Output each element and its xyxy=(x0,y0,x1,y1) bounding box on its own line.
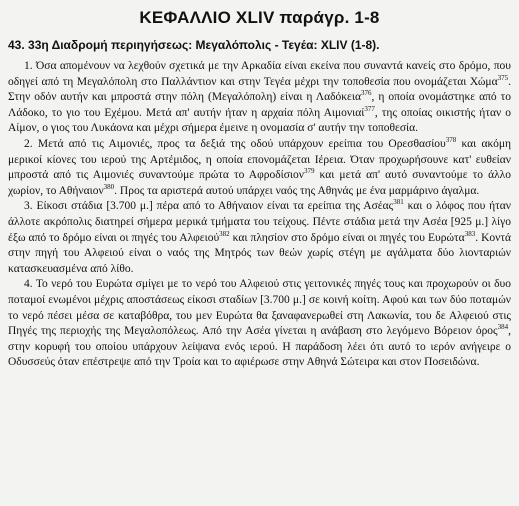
paragraph-text: Όσα απομένουν να λεχθούν σχετικά με την Αρκαδία είναι εκείνα που συναντά κανείς στο δρόμο, που οδηγεί από τη Μεγαλόπολη στο Παλλάντιον και στην Τεγέα μέχρι την τοποθεσία που ονομάζεται Χώμα xyxy=(8,60,512,88)
paragraph-3 xyxy=(8,199,511,277)
paragraph-number: 1. xyxy=(24,60,36,72)
paragraph-text: . Κοντά στην πηγή του Αλφειού είναι ο ναός της Μητρός των θεών χωρίς στέγη με αγάλματα δύο λιονταριών κατασκευασμένα από λίθο. xyxy=(8,231,511,275)
paragraph-1 xyxy=(8,59,511,137)
paragraph-number: 3. xyxy=(24,200,37,213)
footnote-ref: 383 xyxy=(464,229,476,238)
paragraph-2 xyxy=(8,137,511,199)
paragraph-text: . Προς τα αριστερά αυτού υπάρχει ναός της Αθηνάς με ένα μαρμάρινο άγαλμα. xyxy=(114,184,480,197)
paragraph-text: και ο λόφος που ήταν άλλοτε ακρόπολις διατηρεί σήμερα μερικά τμήματα του τείχους. Πέντε στάδια μετά την Ασέα [925 μ.] λίγο έξω από το δρόμο είναι οι πηγές του Αλφειού xyxy=(8,200,511,244)
paragraph-text: , η οποία ονομάστηκε από το Λάδοκο, το γιο του Εχέμου. Μετά απ' αυτήν ήταν η αρχαία πόλη Αιμονιαί xyxy=(8,91,511,119)
footnote-ref: 384 xyxy=(497,323,509,332)
footnote-ref: 377 xyxy=(364,104,375,113)
chapter-title: ΚΕΦΑΛΛΙΟ XLIV παράγρ. 1-8 xyxy=(139,8,380,27)
paragraph-text: Το νερό του Ευρώτα σμίγει με το νερό του Αλφειού στις γειτονικές πηγές τους και προχωρούν οι δυο ποταμοί ενωμένοι μέχρις αποστάσεως είκοσι σταδίων [3.700 μ.] σε κοινή κοίτη. Αφού και των δύο ποταμών το νερό πέσει μέσα σε καταβόθρα, του μεν Ευρώτα θα ξαναφανερωθεί στη Λακωνία, του δε Αλφειού στις Πηγές της περιοχής της Μεγαλοπόλεως. Από την Ασέα γίνεται η ανάβαση στο λεγόμενο Βόρειον όρος xyxy=(8,278,511,338)
paragraph-text: . Στην οδόν αυτήν και μπροστά στην πόλη (Μεγαλόπολη) είναι η Λαδόκεια xyxy=(8,75,511,104)
footnote-ref: 380 xyxy=(103,182,115,191)
footnote-ref: 375 xyxy=(497,73,509,82)
paragraph-text: και ακόμη μερικοί κίονες του ιερού της Αρτέμιδος, η οποία επονομάζεται Ιέρεια. Όταν προχωρήσουνε κατ' ευθείαν μπροστά από τις Αιμονιές συναντούμε πρώτα το Αφροδίσιον xyxy=(8,137,511,182)
paragraph-text: και μετά απ' αυτό συναντούμε το άλλο χωρίον, το Αθήναιον xyxy=(8,169,512,197)
paragraph-text: και πλησίον στο δρόμο είναι οι πηγές του Ευρώτα xyxy=(229,231,465,244)
footnote-ref: 382 xyxy=(219,229,230,238)
paragraph-text: , στην κορυφή του οποίου υπάρχουν λείψανα ενός ιερού. Η παράδοση λέει ότι αυτό το ιερόν ανήγειρε ο Οδυσσεύς όταν επέστρεψε από την Τροία και το αφιέρωσε στην Αθηνά Σώτειρα και στον Ποσειδώνα. xyxy=(8,325,511,369)
paragraph-text: Είκοσι στάδια [3.700 μ.] πέρα από το Αθήναιον είναι τα ερείπια της Ασέας xyxy=(36,200,394,213)
paragraph-text: Μετά από τις Αιμονιές, προς τα δεξιά της οδού υπάρχουν ερείπια του Ορεσθασίου xyxy=(37,137,446,150)
section-heading: 43. 33η Διαδρομή περιηγήσεως: Μεγαλόπολις - Τεγέα: XLIV (1-8). xyxy=(8,38,380,52)
footnote-ref: 378 xyxy=(445,136,457,145)
paragraph-number: 2. xyxy=(24,137,38,150)
footnote-ref: 376 xyxy=(361,89,372,98)
footnote-ref: 381 xyxy=(393,198,404,207)
paragraph-number: 4. xyxy=(24,278,36,291)
paragraph-text: , της οποίας οικιστής ήταν ο Αίμον, ο γιος του Λυκάονα και μέχρι σήμερα έμεινε η ονομασία σ' αυτήν την τοποθεσία. xyxy=(8,106,511,135)
paragraph-4 xyxy=(8,277,511,371)
footnote-ref: 379 xyxy=(303,167,315,176)
